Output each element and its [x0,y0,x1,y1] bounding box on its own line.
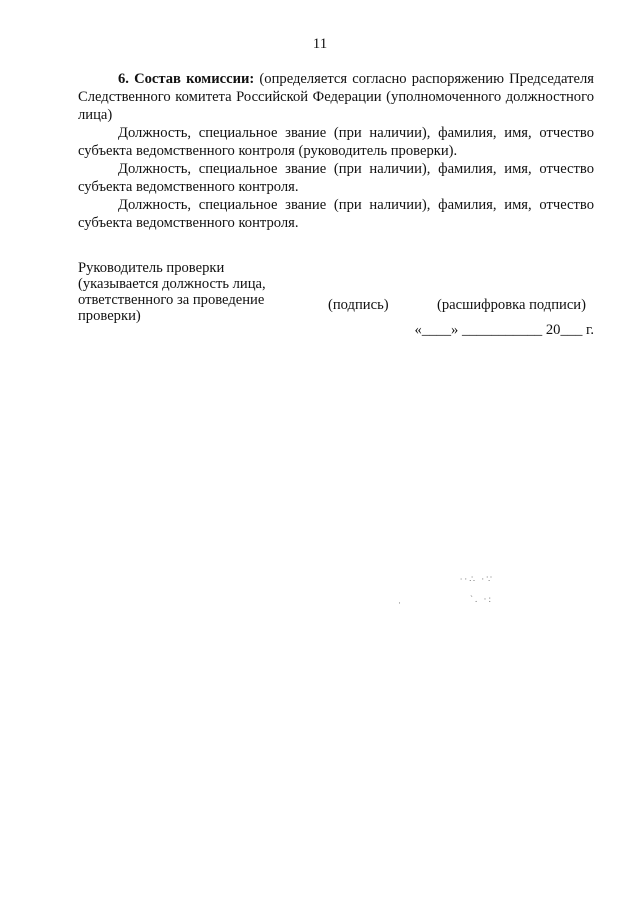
signature-decoding-caption: (расшифровка подписи) [437,297,586,313]
page-number: 11 [312,36,328,52]
signature-line-2: (указывается должность лица, [78,276,266,292]
inspection-head-caption [78,260,308,324]
signature-caption: (подпись) [328,297,389,313]
section-6-heading-paragraph [78,70,594,124]
section-6-title: Состав комиссии: [134,71,255,87]
section-commission-composition [78,70,594,232]
signature-line-1: Руководитель проверки [78,260,225,276]
scan-artifact: ∙·∴ ·∵ [460,574,494,584]
date-line: «____» ___________ 20___ г. [414,322,594,338]
signature-block [78,260,594,324]
signature-line-4: проверки) [78,308,141,324]
signature-line-3: ответственного за проведение [78,292,265,308]
section-6-number: 6. [118,71,129,87]
scan-artifact: `. ·: [470,594,493,604]
commission-member-paragraph-3: Должность, специальное звание (при наличии), фамилия, имя, отчество субъекта ведомственного контроля. [78,197,594,231]
section-6-description: (определяется согласно распоряжению Председателя Следственного комитета Российской Федерации (уполномоченного должностного лица) [78,71,595,123]
scan-artifact: · [398,598,403,608]
commission-member-paragraph-1: Должность, специальное звание (при наличии), фамилия, имя, отчество субъекта ведомственного контроля (руководитель проверки). [78,125,594,159]
commission-member-paragraph-2: Должность, специальное звание (при наличии), фамилия, имя, отчество субъекта ведомственного контроля. [78,161,594,195]
